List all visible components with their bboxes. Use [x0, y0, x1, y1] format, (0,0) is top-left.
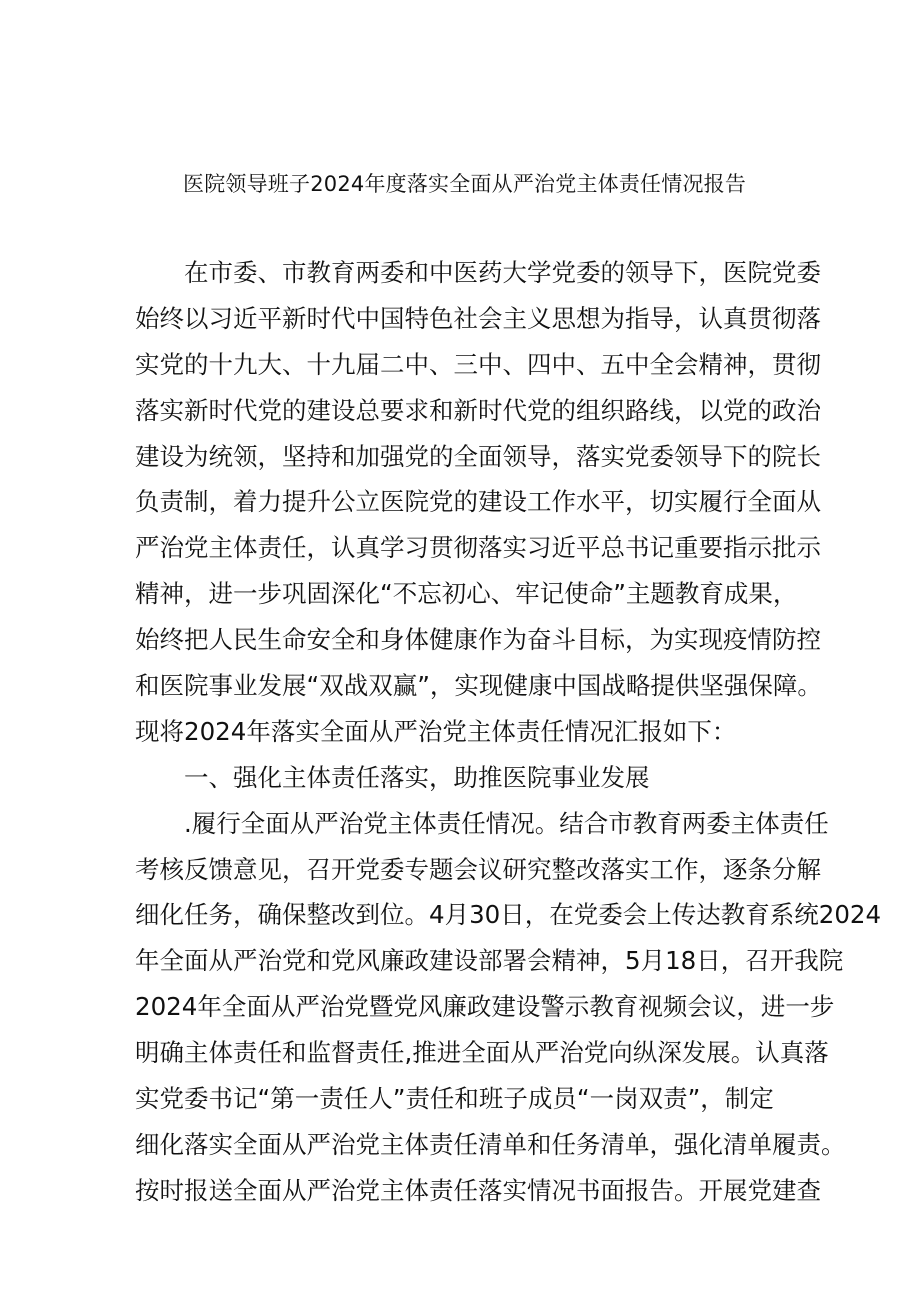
paragraph-line: 落实新时代党的建设总要求和新时代党的组织路线，以党的政治 [135, 395, 821, 425]
paragraph-line: 建设为统领，坚持和加强党的全面领导，落实党委领导下的院长 [135, 441, 821, 471]
paragraph-line: 按时报送全面从严治党主体责任落实情况书面报告。开展党建查 [135, 1175, 821, 1205]
paragraph-line: 负责制，着力提升公立医院党的建设工作水平，切实履行全面从 [135, 487, 821, 517]
paragraph-line: 实党的十九大、十九届二中、三中、四中、五中全会精神，贯彻 [135, 349, 821, 379]
paragraph-line: 年全面从严治党和党风廉政建设部署会精神，5月18日，召开我院 [135, 946, 844, 976]
paragraph-line: 在市委、市教育两委和中医药大学党委的领导下，医院党委 [184, 258, 821, 287]
paragraph-line: 细化任务，确保整改到位。4月30日，在党委会上传达教育系统2024 [135, 900, 882, 930]
paragraph-line: 严治党主体责任，认真学习贯彻落实习近平总书记重要指示批示 [135, 533, 821, 563]
paragraph-line: 始终以习近平新时代中国特色社会主义思想为指导，认真贯彻落 [135, 303, 821, 333]
paragraph-line: 始终把人民生命安全和身体健康作为奋斗目标，为实现疫情防控 [135, 625, 821, 655]
paragraph-line: 精神，进一步巩固深化“不忘初心、牢记使命”主题教育成果， [135, 579, 798, 609]
paragraph-line: 现将2024年落实全面从严治党主体责任情况汇报如下： [135, 716, 737, 746]
paragraph-line: 考核反馈意见，召开党委专题会议研究整改落实工作，逐条分解 [135, 854, 821, 884]
paragraph-line: .履行全面从严治党主体责任情况。结合市教育两委主体责任 [184, 808, 829, 838]
paragraph-line: 细化落实全面从严治党主体责任清单和任务清单，强化清单履责。 [135, 1129, 846, 1159]
document-body [135, 257, 882, 1221]
paragraph-line: 2024年全面从严治党暨党风廉政建设警示教育视频会议，进一步 [135, 992, 835, 1022]
section-heading: 一、强化主体责任落实，助推医院事业发展 [184, 762, 650, 792]
paragraph-line: 实党委书记“第一责任人”责任和班子成员“一岗双责”，制定 [135, 1084, 774, 1114]
paragraph-line: 和医院事业发展“双战双赢”，实现健康中国战略提供坚强保障。 [135, 671, 822, 701]
paragraph-line: 明确主体责任和监督责任,推进全面从严治党向纵深发展。认真落 [135, 1038, 829, 1068]
document-title: 医院领导班子2024年度落实全面从严治党主体责任情况报告 [183, 172, 747, 196]
